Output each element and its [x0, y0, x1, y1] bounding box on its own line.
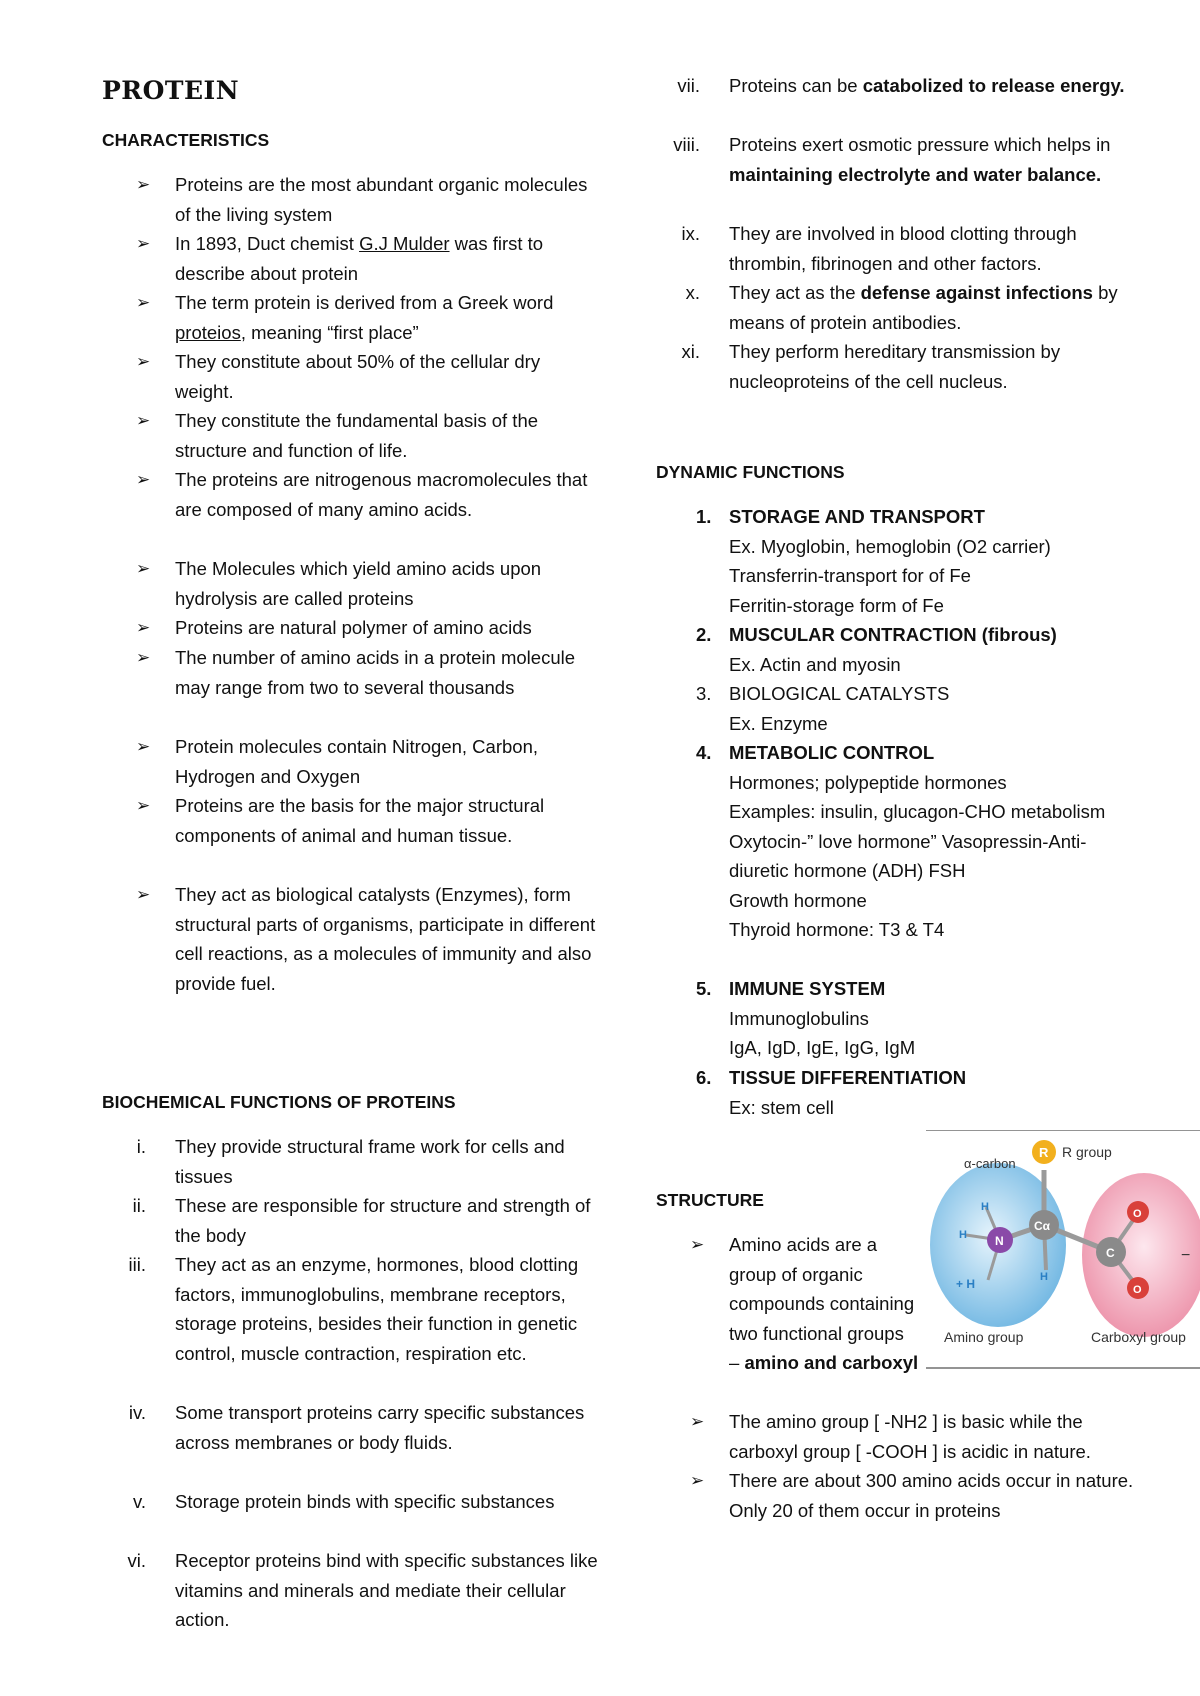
bullet-arrow-icon: ➢ — [136, 885, 151, 904]
bullet-arrow-icon: ➢ — [136, 352, 151, 371]
list-item: ➢ They constitute about 50% of the cellular dry weight. — [102, 347, 602, 406]
structure-heading: STRUCTURE — [656, 1190, 764, 1210]
amino-acid-structure-diagram — [926, 1130, 1200, 1370]
o-label: O — [1133, 1208, 1142, 1220]
list-item: ➢ The proteins are nitrogenous macromolecules that are composed of many amino acids. — [102, 465, 602, 524]
dynamic-heading: DYNAMIC FUNCTIONS — [656, 462, 845, 482]
bullet-arrow-icon: ➢ — [136, 234, 151, 253]
bullet-arrow-icon: ➢ — [690, 1412, 705, 1431]
list-item: ➢ The number of amino acids in a protein molecule may range from two to several thousands — [102, 643, 602, 702]
list-item: ii. These are responsible for structure and strength of the body — [132, 1195, 591, 1246]
n-label: N — [995, 1234, 1004, 1248]
list-item: ix. They are involved in blood clotting through thrombin, fibrinogen and other factors. — [681, 223, 1077, 274]
hydrogen-label: H — [959, 1229, 967, 1241]
list-item: iii. They act as an enzyme, hormones, blood clotting factors, immunoglobulins, membrane receptors, storage proteins, besides their function in genetic control, muscle contraction, respiration etc. — [128, 1254, 579, 1364]
list-item: i. They provide structural frame work for cells and tissues — [136, 1136, 565, 1187]
c-label: C — [1106, 1246, 1115, 1260]
list-item: 4. METABOLIC CONTROL Hormones; polypeptide hormones Examples: insulin, glucagon-CHO metabolism Oxytocin-” love hormone” Vasopressin-Anti-diuretic hormone (ADH) FSH Growth hormone Thyroid hormone: T3 & T4 — [696, 742, 1106, 940]
list-item: ➢ The Molecules which yield amino acids upon hydrolysis are called proteins — [102, 554, 602, 613]
bullet-arrow-icon: ➢ — [136, 618, 151, 637]
list-item: ➢ The term protein is derived from a Greek word proteios, meaning “first place” — [102, 288, 602, 347]
bullet-arrow-icon: ➢ — [136, 796, 151, 815]
list-item: ➢ Proteins are natural polymer of amino acids — [102, 613, 602, 643]
list-item: ➢ Proteins are the basis for the major structural components of animal and human tissue. — [102, 791, 602, 850]
hydrogen-label: H — [1040, 1271, 1048, 1283]
biochemical-heading: BIOCHEMICAL FUNCTIONS OF PROTEINS — [102, 1092, 456, 1112]
bullet-arrow-icon: ➢ — [136, 737, 151, 756]
list-item: ➢ The amino group [ -NH2 ] is basic while the carboxyl group [ -COOH ] is acidic in nature. — [656, 1407, 1136, 1466]
bullet-arrow-icon: ➢ — [690, 1235, 705, 1254]
list-item: xi. They perform hereditary transmission by nucleoproteins of the cell nucleus. — [681, 341, 1061, 392]
list-item: v. Storage protein binds with specific substances — [132, 1491, 555, 1512]
list-item: ➢ Amino acids are a group of organic compounds containing two functional groups – amino and carboxyl — [656, 1230, 866, 1378]
list-item: ➢ They act as biological catalysts (Enzymes), form structural parts of organisms, participate in different cell reactions, as a molecules of immunity and also provide fuel. — [102, 880, 602, 998]
list-item: 2. MUSCULAR CONTRACTION (fibrous) Ex. Actin and myosin — [696, 624, 1057, 675]
list-item: ➢ In 1893, Duct chemist G.J Mulder was first to describe about protein — [102, 229, 602, 288]
bullet-arrow-icon: ➢ — [690, 1471, 705, 1490]
bullet-arrow-icon: ➢ — [136, 470, 151, 489]
bullet-arrow-icon: ➢ — [136, 648, 151, 667]
hydrogen-label: H — [981, 1201, 989, 1213]
list-item: ➢ Protein molecules contain Nitrogen, Carbon, Hydrogen and Oxygen — [102, 732, 602, 791]
bullet-arrow-icon: ➢ — [136, 175, 151, 194]
alpha-carbon-label: α-carbon — [964, 1156, 1016, 1171]
list-item: iv. Some transport proteins carry specific substances across membranes or body fluids. — [128, 1402, 585, 1453]
list-item: ➢ They constitute the fundamental basis of the structure and function of life. — [102, 406, 602, 465]
r-label: R — [1039, 1145, 1049, 1160]
r-group-label: R group — [1062, 1144, 1112, 1160]
carboxyl-group-label: Carboxyl group — [1091, 1329, 1186, 1345]
characteristics-heading: CHARACTERISTICS — [102, 130, 270, 150]
hydrogen-plus-label: + H — [956, 1277, 976, 1291]
page-title: PROTEIN — [102, 76, 240, 105]
bullet-arrow-icon: ➢ — [136, 559, 151, 578]
bullet-arrow-icon: ➢ — [136, 411, 151, 430]
list-item: vii. Proteins can be catabolized to release energy. — [677, 75, 1125, 96]
ca-label: Cα — [1034, 1219, 1051, 1233]
list-item: ➢ There are about 300 amino acids occur in nature. Only 20 of them occur in proteins — [656, 1466, 1136, 1525]
list-item: 5. IMMUNE SYSTEM Immunoglobulins IgA, IgD, IgE, IgG, IgM — [696, 978, 916, 1058]
amino-group-label: Amino group — [944, 1329, 1024, 1345]
list-item: viii. Proteins exert osmotic pressure which helps in maintaining electrolyte and water balance. — [673, 134, 1111, 185]
list-item: ➢ Proteins are the most abundant organic molecules of the living system — [102, 170, 602, 229]
o-label: O — [1133, 1284, 1142, 1296]
list-item: 3. BIOLOGICAL CATALYSTS Ex. Enzyme — [696, 683, 950, 734]
list-item: vi. Receptor proteins bind with specific substances like vitamins and minerals and mediate their cellular action. — [127, 1550, 598, 1630]
list-item: 6. TISSUE DIFFERENTIATION Ex: stem cell — [696, 1067, 967, 1118]
bullet-arrow-icon: ➢ — [136, 293, 151, 312]
minus-charge-label: − — [1181, 1247, 1191, 1264]
list-item: x. They act as the defense against infections by means of protein antibodies. — [685, 282, 1118, 333]
list-item: 1. STORAGE AND TRANSPORT Ex. Myoglobin, hemoglobin (O2 carrier) Transferrin-transport for of Fe Ferritin-storage form of Fe — [696, 506, 1051, 616]
